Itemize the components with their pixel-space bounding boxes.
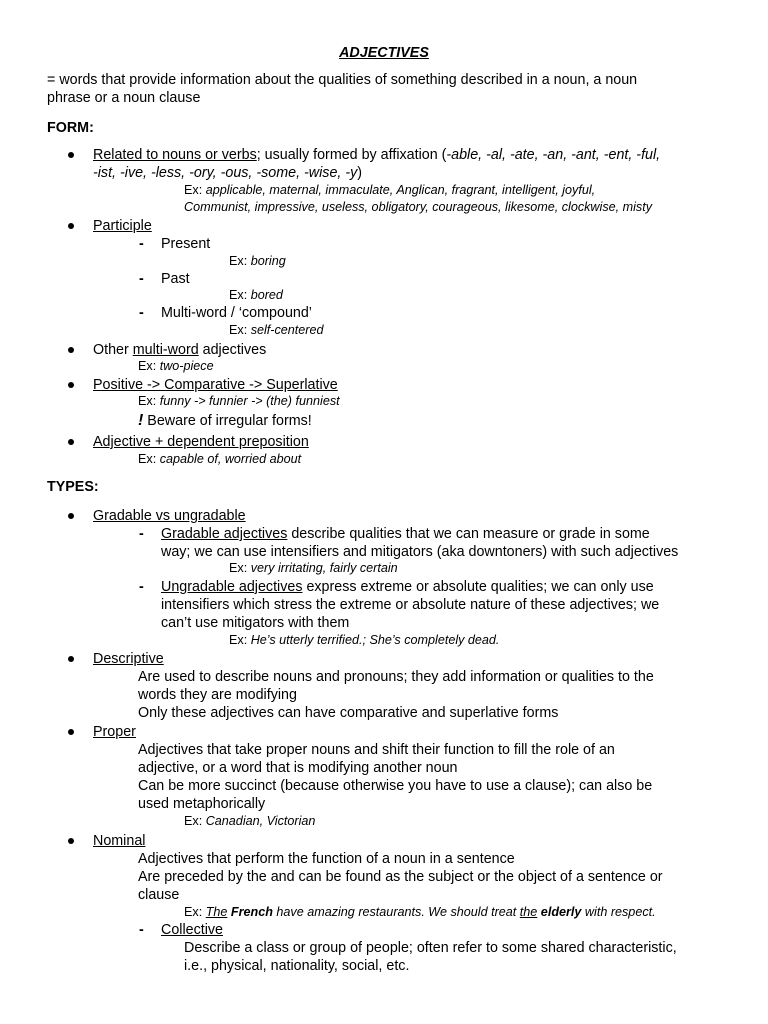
ex-prefix: Ex: [138,394,160,408]
definition-line-1: = words that provide information about the qualities of something described in a noun, a noun [47,72,638,88]
preposition-label: Adjective + dependent preposition [93,434,309,450]
example-text: He’s utterly terrified.; She’s completely dead. [250,633,500,647]
example-text: Canadian, Victorian [205,814,316,828]
affixation-line-2 [93,164,362,182]
nominal-line-2: Are preceded by the and can be found as the subject or the object of a sentence or [138,869,663,885]
example-text: two-piece [159,359,214,373]
bullet-icon [68,729,74,735]
example-text: capable of, worried about [159,452,302,466]
example-text: boring [250,254,286,268]
bullet-icon [68,439,74,445]
descriptive-line-2: words they are modifying [138,687,297,703]
participle-present-example [229,253,286,269]
warning-text: Beware of irregular forms! [143,413,312,429]
ex-prefix: Ex: [229,323,251,337]
affixation-line-1 [93,146,660,164]
gradable-example [229,560,398,576]
types-heading: TYPES: [47,479,99,495]
ex-prefix: Ex: [184,183,206,197]
collective-line-1: Describe a class or group of people; often refer to some shared characteristic, [184,940,677,956]
gradable-text: describe qualities that we can measure or grade in some [287,526,650,542]
ex-prefix: Ex: [229,633,251,647]
example-nominal-french: French [227,905,273,919]
participle-past: Past [161,271,190,287]
participle-present: Present [161,236,211,252]
affixation-suffixes-1: -able, -al, -ate, -an, -ant, -ent, -ful, [446,147,661,163]
preposition-example [138,451,301,467]
nominal-line-1: Adjectives that perform the function of a noun in a sentence [138,851,515,867]
example-article: the [519,905,538,919]
comparison-example [138,393,340,409]
ungradable-line-3: can’t use mitigators with them [161,615,350,631]
ex-prefix: Ex: [138,452,160,466]
dash-icon: - [139,579,144,595]
collective-label: Collective [161,922,223,938]
multiword-example [138,358,214,374]
ungradable-line-1 [161,578,654,596]
collective-line-2: i.e., physical, nationality, social, etc. [184,958,410,974]
example-text: very irritating, fairly certain [250,561,398,575]
affixation-close: ) [357,165,363,181]
bullet-icon [68,152,74,158]
affixation-label: Related to nouns or verbs [93,147,257,163]
affixation-text: ; usually formed by affixation ( [256,147,447,163]
affixation-suffixes-2: -ist, -ive, -less, -ory, -ous, -some, -wise, -y [93,165,358,181]
example-text: funny -> funnier -> (the) funniest [159,394,340,408]
ex-prefix: Ex: [184,814,206,828]
participle-past-example [229,287,283,303]
form-heading: FORM: [47,120,94,136]
proper-example [184,813,315,829]
example-nominal-elderly: elderly [537,905,582,919]
dash-icon: - [139,236,144,252]
ex-prefix: Ex: [138,359,160,373]
dash-icon: - [139,526,144,542]
comparison-label: Positive -> Comparative -> Superlative [93,377,338,393]
example-text: bored [250,288,283,302]
bullet-icon [68,656,74,662]
gradable-adjectives-label: Gradable adjectives [161,526,288,542]
ungradable-line-2: intensifiers which stress the extreme or absolute nature of these adjectives; we [161,597,660,613]
definition-line-2: phrase or a noun clause [47,90,201,106]
affixation-example-1 [184,182,595,198]
ungradable-text: express extreme or absolute qualities; we can only use [302,579,654,595]
irregular-warning [138,412,312,430]
ex-prefix: Ex: [229,561,251,575]
nominal-label: Nominal [93,833,146,849]
participle-compound-example [229,322,324,338]
proper-line-3: Can be more succinct (because otherwise you have to use a clause); can also be [138,778,653,794]
ex-prefix: Ex: [229,288,251,302]
bullet-icon [68,382,74,388]
bullet-icon [68,838,74,844]
bullet-icon [68,513,74,519]
dash-icon: - [139,305,144,321]
ungradable-adjectives-label: Ungradable adjectives [161,579,303,595]
page-title: ADJECTIVES [339,45,429,61]
gradable-label: Gradable vs ungradable [93,508,246,524]
exclamation-icon: ! [138,412,144,429]
gradable-line-1 [161,525,650,543]
proper-label: Proper [93,724,136,740]
proper-line-4: used metaphorically [138,796,266,812]
gradable-line-2: way; we can use intensifiers and mitigators (aka downtoners) with such adjectives [161,544,679,560]
example-text: with respect. [581,905,656,919]
ex-prefix: Ex: [184,905,206,919]
affixation-example-text-1: applicable, maternal, immaculate, Anglican, fragrant, intelligent, joyful, [205,183,596,197]
bullet-icon [68,223,74,229]
example-text: have amazing restaurants. We should treat [272,905,520,919]
descriptive-line-1: Are used to describe nouns and pronouns; they add information or qualities to the [138,669,654,685]
ex-prefix: Ex: [229,254,251,268]
bullet-icon [68,347,74,353]
proper-line-2: adjective, or a word that is modifying another noun [138,760,458,776]
proper-line-1: Adjectives that take proper nouns and shift their function to fill the role of an [138,742,615,758]
dash-icon: - [139,922,144,938]
multiword-line [93,341,266,359]
participle-compound: Multi-word / ‘compound’ [161,305,312,321]
dash-icon: - [139,271,144,287]
participle-label: Participle [93,218,152,234]
example-article: The [205,905,228,919]
nominal-example [184,904,656,920]
multiword-post: adjectives [198,342,267,358]
affixation-example-2: Communist, impressive, useless, obligatory, courageous, likesome, clockwise, misty [184,200,652,214]
ungradable-example [229,632,499,648]
multiword-label: multi-word [132,342,199,358]
multiword-pre: Other [93,342,133,358]
descriptive-line-3: Only these adjectives can have comparative and superlative forms [138,705,559,721]
example-text: self-centered [250,323,324,337]
descriptive-label: Descriptive [93,651,164,667]
nominal-line-3: clause [138,887,180,903]
